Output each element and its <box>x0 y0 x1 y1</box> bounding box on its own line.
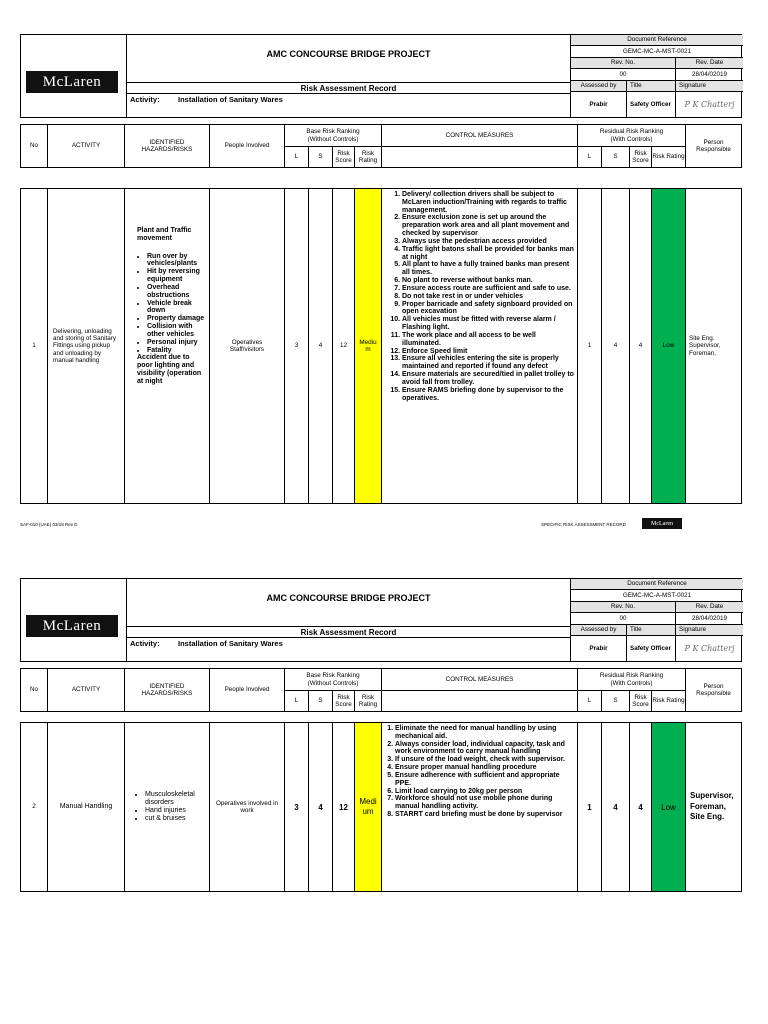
col-base: Base Risk Ranking (Without Controls) <box>285 669 382 691</box>
rev-date-value: 28/04/02019 <box>676 69 743 81</box>
row-res-s: 4 <box>602 189 630 503</box>
list-item: 2. Always consider load, individual capacity, task and work environment to carry manual handling <box>395 741 575 757</box>
project-title: AMC CONCOURSE BRIDGE PROJECT <box>266 593 431 603</box>
rev-no-value: 00 <box>571 613 676 625</box>
record-title: Risk Assessment Record <box>127 82 570 93</box>
col-base-l: L <box>285 691 309 711</box>
row-res-score: 4 <box>630 723 652 891</box>
list-item: 14. Ensure materials are secured/tied in pallet trolley to avoid fall from trolley. <box>402 371 575 387</box>
list-item: • Property damage <box>147 315 206 323</box>
signature-label: Signature <box>676 81 743 92</box>
list-item: 13. Ensure all vehicles entering the site is properly maintained and reported if found any defect <box>402 355 575 371</box>
col-people: People Involved <box>210 669 285 711</box>
hazard-list <box>137 253 206 355</box>
list-item: 6. Limit load carrying to 20kg per person <box>395 788 575 796</box>
row-base-s: 4 <box>309 723 333 891</box>
list-item: 12. Enforce Speed limit <box>402 348 575 356</box>
row-base-rating: Medium <box>355 723 382 891</box>
assessed-by-label: Assessed by <box>571 625 627 636</box>
doc-ref-value: GEMC-MC-A-MST-0021 <box>571 46 743 58</box>
col-base-l: L <box>285 147 309 167</box>
col-base-s: S <box>309 691 333 711</box>
row-controls <box>382 189 578 503</box>
assessed-by-value: Prabir <box>571 636 627 661</box>
activity-label: Activity: <box>130 639 160 648</box>
row-hazards <box>125 189 210 503</box>
col-res-l: L <box>578 691 602 711</box>
list-item: • Run over by vehicles/plants <box>147 253 206 269</box>
activity-value: Installation of Sanitary Wares <box>178 95 283 104</box>
list-item: 9. Proper barricade and safety signboard provided on open excavation <box>402 301 575 317</box>
page-section-2 <box>0 544 768 1024</box>
mclaren-logo: McLaren <box>26 615 118 637</box>
row-person: Site Eng. Supervisor, Foreman, <box>689 335 721 357</box>
control-list <box>388 191 575 402</box>
col-people: People Involved <box>210 125 285 167</box>
assessed-by-label: Assessed by <box>571 81 627 92</box>
list-item: 5. All plant to have a fully trained banks man present all times. <box>402 261 575 277</box>
footer-record-label: SPECIFIC RISK ASSESSMENT RECORD <box>541 522 626 527</box>
row-res-rating: Low <box>652 723 686 891</box>
hazard-list <box>131 791 207 822</box>
col-residual: Residual Risk Ranking (With Controls) <box>578 125 686 147</box>
col-res-s: S <box>602 691 630 711</box>
list-item: 7. Ensure access route are sufficient and safe to use. <box>402 285 575 293</box>
activity-label: Activity: <box>130 95 160 104</box>
col-no: No <box>21 669 48 711</box>
col-person: Person Responsible <box>696 138 731 153</box>
list-item: 8. STARRT card briefing must be done by supervisor <box>395 811 575 819</box>
doc-reference-grid <box>570 579 742 661</box>
col-control-blank <box>382 691 578 711</box>
rev-date-label: Rev. Date <box>676 602 743 613</box>
list-item: 8. Do not take rest in or under vehicles <box>402 293 575 301</box>
row-base-l: 3 <box>285 723 309 891</box>
signature-value: P K Chatterj <box>684 644 735 653</box>
col-control: CONTROL MEASURES <box>382 125 578 147</box>
doc-ref-label: Document Reference <box>571 35 743 46</box>
activity-row <box>127 637 570 661</box>
list-item: • Personal injury <box>147 339 206 347</box>
list-item: 3. If unsure of the load weight, check with supervisor. <box>395 756 575 764</box>
hazard-tail: Accident due to poor lighting and visibility (operation at night <box>137 354 202 385</box>
title-value: Safety Officer <box>627 92 676 117</box>
mclaren-logo: McLaren <box>26 71 118 93</box>
col-control: CONTROL MEASURES <box>382 669 578 691</box>
activity-row <box>127 93 570 117</box>
list-item: • Musculoskeletal disorders <box>145 791 207 807</box>
activity-value: Installation of Sanitary Wares <box>178 639 283 648</box>
col-no: No <box>21 125 48 167</box>
col-res-rating: Risk Rating <box>652 691 686 711</box>
list-item: 1. Delivery/ collection drivers shall be subject to McLaren induction/Training with regards to traffic management. <box>402 191 575 214</box>
rev-no-label: Rev. No. <box>571 58 676 69</box>
table-row <box>20 188 742 504</box>
list-item: • cut & bruises <box>145 815 207 823</box>
row-hazards <box>125 723 210 891</box>
col-hazards: IDENTIFIED HAZARDS/RISKS <box>125 669 210 711</box>
list-item: • Hit by reversing equipment <box>147 268 206 284</box>
doc-reference-grid <box>570 35 742 117</box>
col-control-blank <box>382 147 578 167</box>
doc-ref-value: GEMC-MC-A-MST-0021 <box>571 590 743 602</box>
row-base-s: 4 <box>309 189 333 503</box>
list-item: 4. Ensure proper manual handling procedure <box>395 764 575 772</box>
row-res-rating: Low <box>652 189 686 503</box>
list-item: 3. Always use the pedestrian access provided <box>402 238 575 246</box>
list-item: • Overhead obstructions <box>147 284 206 300</box>
col-res-s: S <box>602 147 630 167</box>
rev-date-value: 28/04/02019 <box>676 613 743 625</box>
row-controls <box>382 723 578 891</box>
footer-logo: McLaren <box>642 518 682 529</box>
list-item: 5. Ensure adherence with sufficient and appropriate PPE. <box>395 772 575 788</box>
column-header <box>20 668 742 712</box>
footer-form-code: SAF-010 (UAE) 03/18 Rev D <box>20 522 78 527</box>
column-header <box>20 124 742 168</box>
col-hazards: IDENTIFIED HAZARDS/RISKS <box>125 125 210 167</box>
col-res-l: L <box>578 147 602 167</box>
logo <box>21 35 127 117</box>
project-title: AMC CONCOURSE BRIDGE PROJECT <box>266 49 431 59</box>
row-people: Operatives involved in work <box>210 723 285 891</box>
row-base-l: 3 <box>285 189 309 503</box>
header-block <box>20 578 742 662</box>
row-base-score: 12 <box>333 723 355 891</box>
record-title: Risk Assessment Record <box>127 626 570 637</box>
title-value: Safety Officer <box>627 636 676 661</box>
row-res-s: 4 <box>602 723 630 891</box>
hazard-heading: Plant and Traffic movement <box>137 227 192 242</box>
list-item: • Vehicle break down <box>147 300 206 316</box>
signature-label: Signature <box>676 625 743 636</box>
logo <box>21 579 127 661</box>
col-res-rating: Risk Rating <box>652 147 686 167</box>
row-res-score: 4 <box>630 189 652 503</box>
col-base-score: Risk Score <box>333 691 355 711</box>
col-base-score: Risk Score <box>333 147 355 167</box>
list-item: 1. Eliminate the need for manual handling by using mechanical aid. <box>395 725 575 741</box>
header-block <box>20 34 742 118</box>
col-base: Base Risk Ranking (Without Controls) <box>285 125 382 147</box>
list-item: 7. Workforce should not use mobile phone during manual handling activity. <box>395 795 575 811</box>
doc-ref-label: Document Reference <box>571 579 743 590</box>
row-no: 1 <box>21 189 48 503</box>
rev-no-value: 00 <box>571 69 676 81</box>
col-base-rating: Risk Rating <box>355 147 382 167</box>
list-item: 15. Ensure RAMS briefing done by supervisor to the operatives. <box>402 387 575 403</box>
table-row <box>20 722 742 892</box>
rev-date-label: Rev. Date <box>676 58 743 69</box>
list-item: 2. Ensure exclusion zone is set up around the preparation work area and all plant movement and checked by supervisor <box>402 214 575 237</box>
col-base-rating: Risk Rating <box>355 691 382 711</box>
signature-value: P K Chatterj <box>684 100 735 109</box>
row-activity: Manual Handling <box>48 723 125 891</box>
list-item: 10. All vehicles must be fitted with reverse alarm / Flashing light. <box>402 316 575 332</box>
row-res-l: 1 <box>578 189 602 503</box>
col-activity: ACTIVITY <box>48 125 125 167</box>
col-residual: Residual Risk Ranking (With Controls) <box>578 669 686 691</box>
rev-no-label: Rev. No. <box>571 602 676 613</box>
title-label: Title <box>627 625 676 636</box>
list-item: 4. Traffic light batons shall be provided for banks man at night <box>402 246 575 262</box>
title-label: Title <box>627 81 676 92</box>
col-res-score: Risk Score <box>630 691 652 711</box>
list-item: • Collision with other vehicles <box>147 323 206 339</box>
list-item: • Fatality <box>147 347 206 355</box>
row-base-score: 12 <box>333 189 355 503</box>
list-item: 11. The work place and all access to be well illuminated. <box>402 332 575 348</box>
row-activity: Delivering, unloading and storing of Sanitary Fittings using pickup and unloading by manual handling <box>48 189 125 503</box>
assessed-by-value: Prabir <box>571 92 627 117</box>
row-people: Operatives Staff/visitors <box>210 189 285 503</box>
list-item: • Hand injuries <box>145 807 207 815</box>
control-list <box>385 725 575 819</box>
col-activity: ACTIVITY <box>48 669 125 711</box>
list-item: 6. No plant to reverse without banks man. <box>402 277 575 285</box>
row-res-l: 1 <box>578 723 602 891</box>
col-person: Person Responsible <box>696 682 731 697</box>
row-person: Supervisor, Foreman, Site Eng. <box>690 791 734 822</box>
row-no: 2 <box>21 723 48 891</box>
col-res-score: Risk Score <box>630 147 652 167</box>
col-base-s: S <box>309 147 333 167</box>
row-base-rating: Medium <box>355 189 382 503</box>
